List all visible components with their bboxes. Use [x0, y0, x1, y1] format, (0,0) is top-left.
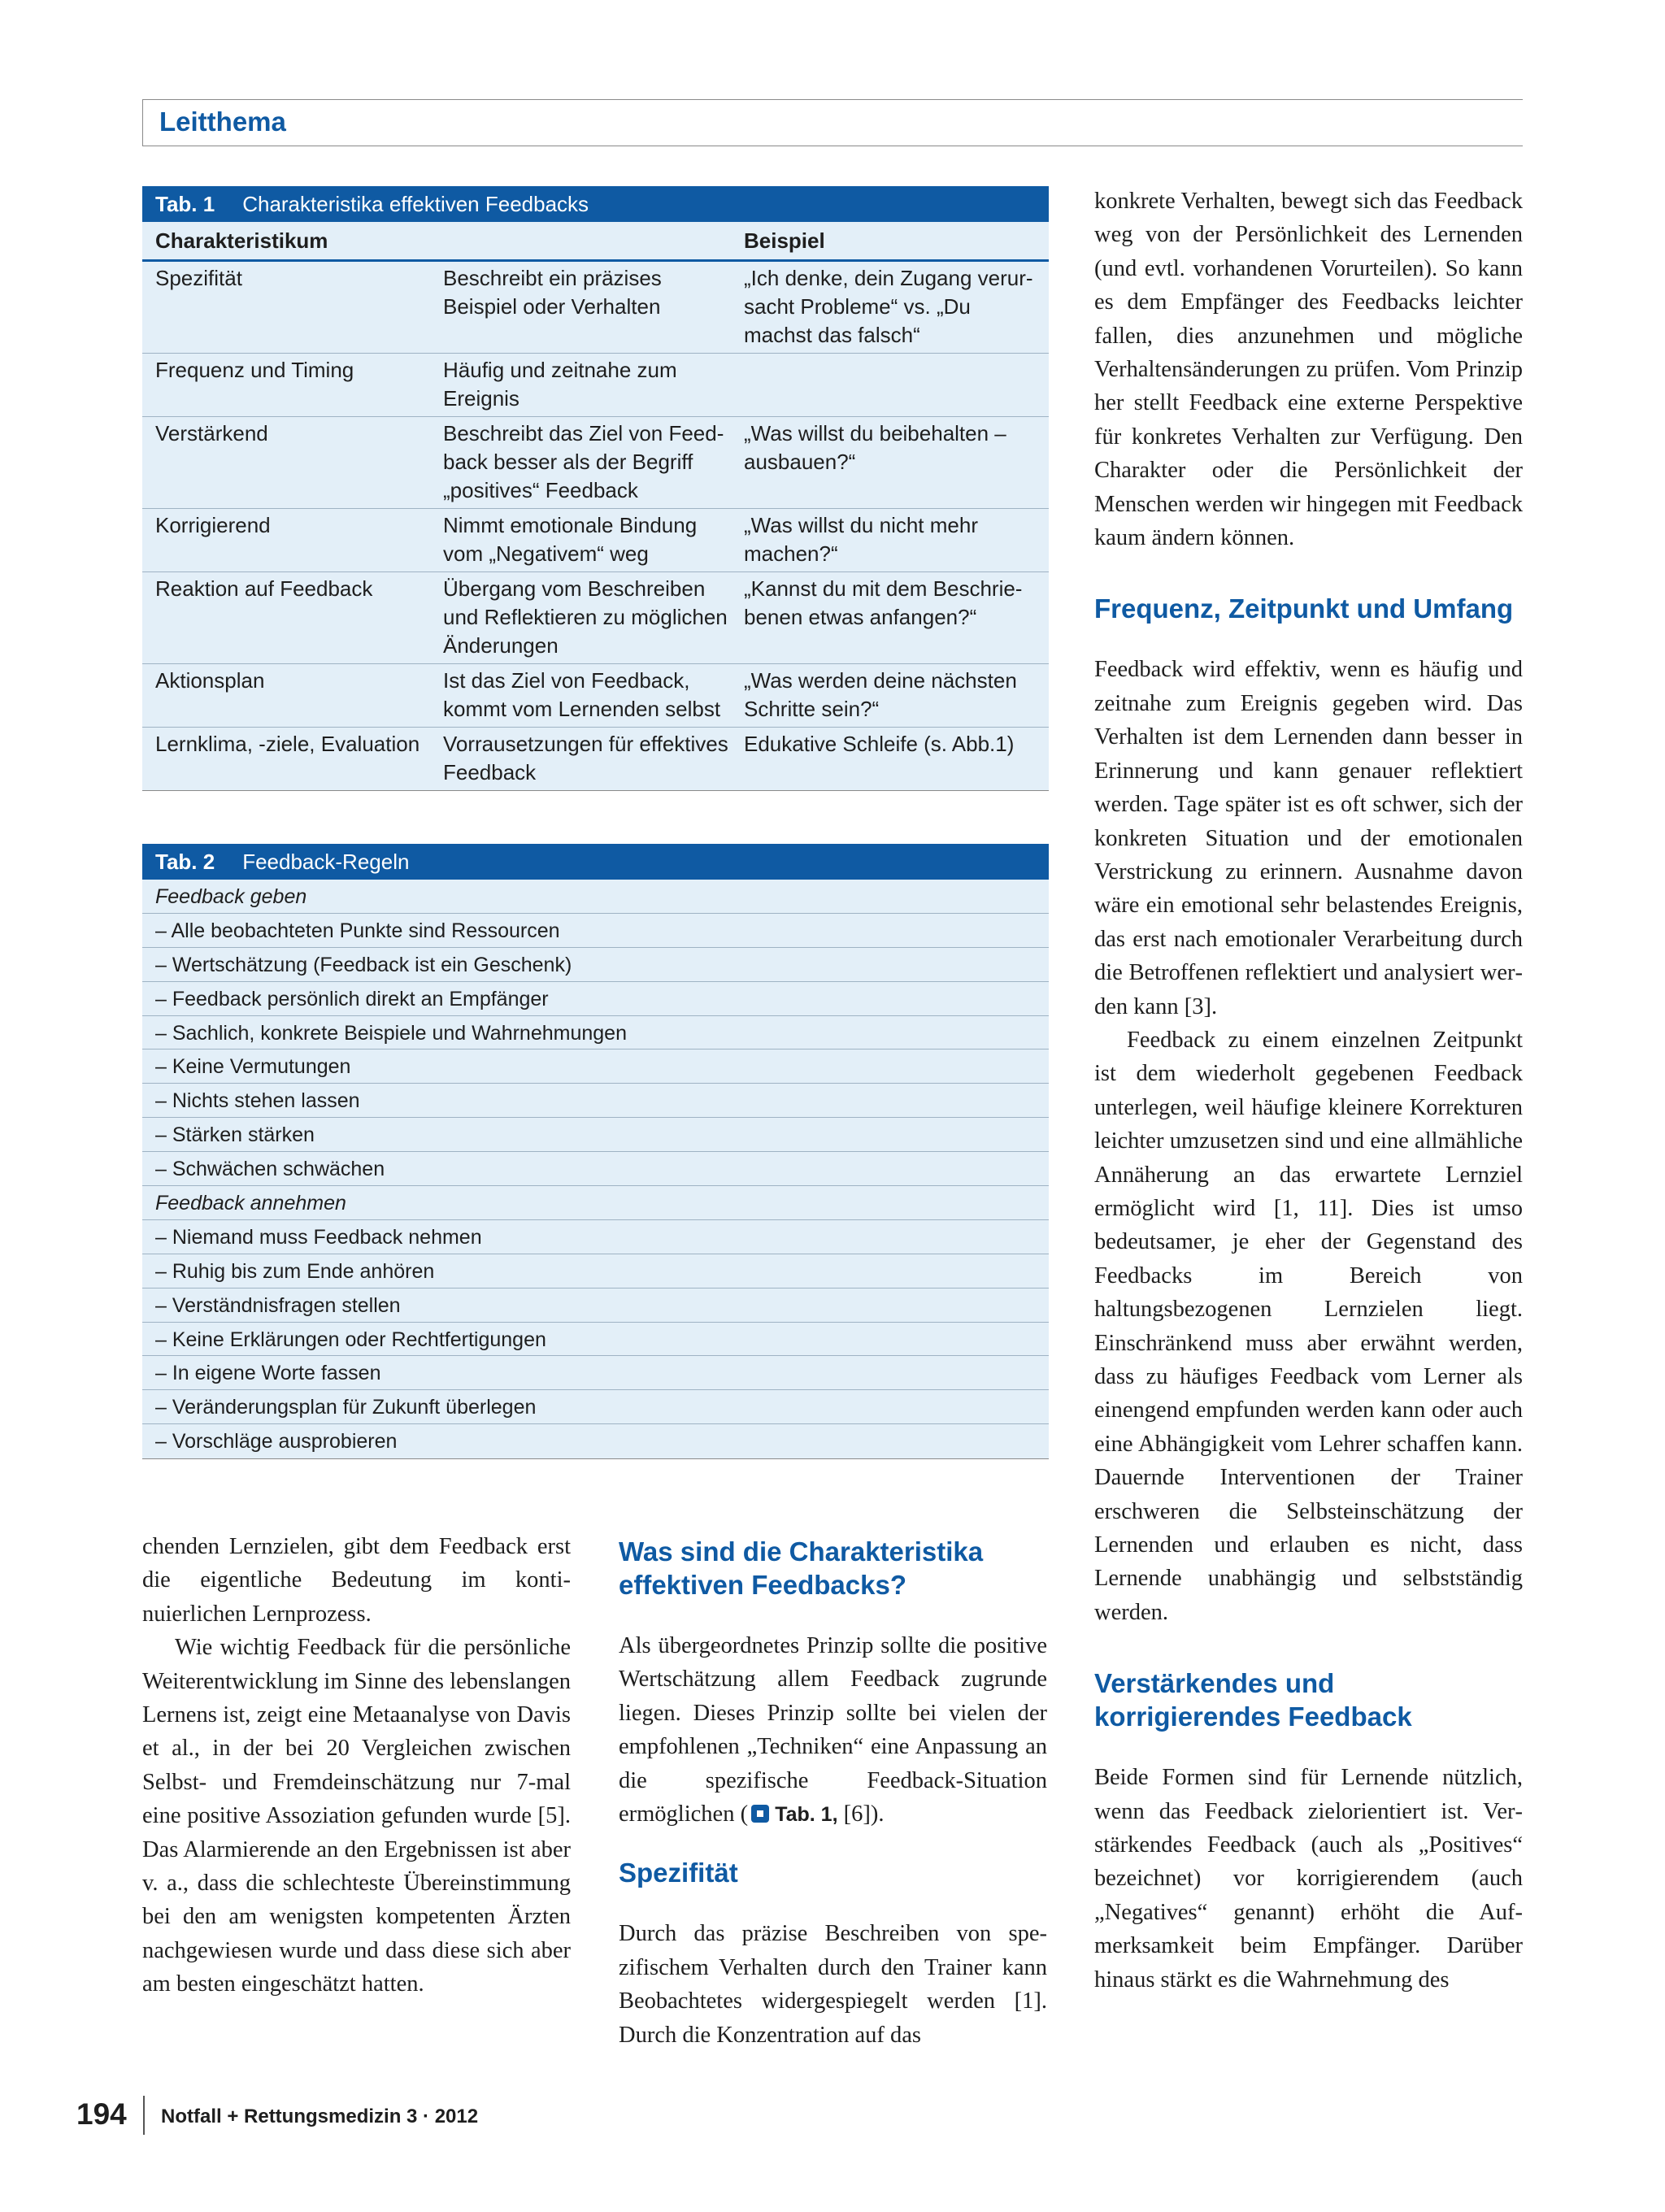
table-row: [142, 354, 1049, 417]
table-row: [142, 664, 1049, 728]
paragraph: chenden Lernzielen, gibt dem Feedback erst die eigentliche Bedeutung im kontinuierlichen Lernprozess.: [142, 1534, 571, 1627]
table-row: – Vorschläge ausprobieren: [155, 1430, 398, 1454]
cell-characteristic: Aktionsplan: [155, 668, 265, 693]
paragraph: Wie wichtig Feedback für die persönliche Weiterentwicklung im Sinne des lebenslangen Lernens ist, zeigt eine Metaanalyse von Davis et al., in der bei 20 Vergleichen zwischen Selbst- und Fremdeinschätzung nur 7-mal eine positive Assoziation gefunden wurde [5]. Das Alarmierende an den Ergebnissen ist aber v. a., dass die schlechteste Übereinstimmung bei den am wenigsten kompetenten Ärzten nachgewiesen wurde und dass diese sich aber am besten eingeschätzt hatten.: [142, 1635, 571, 1997]
table-row: – Nichts stehen lassen: [142, 1084, 1049, 1118]
text-column-2: [619, 1535, 1047, 2052]
table-1: [142, 186, 1049, 791]
section-heading: Verstärkendes und korrigierendes Feedback: [1094, 1668, 1412, 1732]
table-2-title: Feedback-Regeln: [242, 849, 410, 874]
paragraph: Feedback zu einem einzelnen Zeitpunkt ist dem wiederholt gegebenen Feedback unterlegen, weil häufige kleinere Korrekturen leichter umzusetzen sind und eine allmähliche Annäherung an das erwartete Lernziel ermöglicht wird [1, 11]. Dies ist umso bedeutsamer, je eher der Gegenstand des Feedbacks im Bereich von haltungsbezogenen Lernzielen liegt. Einschränkend muss aber erwähnt werden, dass zu häufiges Feedback vom Lerner als einengend empfunden werden kann oder auch eine Abhängigkeit vom Lehrer schaffen kann. Dauernde Interventionen der Trainer erschweren die Selbsteinschätzung der Lernenden und erlauben es nicht, dass Lernende unabhängig und selbstständig werden.: [1094, 1027, 1523, 1625]
table-row: – Veränderungsplan für Zukunft überlegen: [142, 1390, 1049, 1424]
table-row: [142, 262, 1049, 354]
cell-example: „Ich denke, dein Zugang verur-sacht Probleme“ vs. „Du machst das falsch“: [744, 266, 1033, 347]
table-row: – Keine Vermutungen: [142, 1050, 1049, 1084]
table-subheading: Feedback geben: [142, 880, 1049, 914]
cell-example: [744, 356, 1049, 413]
column-header: Charakteristikum: [155, 228, 328, 253]
cell-description: Nimmt emotionale Bindung vom „Negativem“ weg: [443, 513, 698, 566]
table-reference-icon: [751, 1805, 769, 1823]
cell-description: Ist das Ziel von Feedback, kommt vom Lernenden selbst: [443, 668, 721, 721]
table-row: [142, 417, 1049, 509]
table-1-caption: [142, 186, 1049, 222]
table-2: [142, 844, 1049, 1459]
text-column-1: [142, 1530, 571, 2001]
cell-description: Übergang vom Beschreiben und Reflektieren zu möglichen Änderungen: [443, 576, 728, 658]
running-header: [142, 99, 1523, 146]
footer-divider: [143, 2096, 145, 2135]
column-header: Beispiel: [744, 228, 825, 253]
section-heading: Frequenz, Zeitpunkt und Umfang: [1094, 593, 1514, 624]
table-2-number: Tab. 2: [155, 849, 215, 874]
table-subheading: Feedback annehmen: [142, 1186, 1049, 1220]
cell-characteristic: Frequenz und Timing: [155, 358, 354, 382]
journal-citation: Notfall + Rettungsmedizin 3 · 2012: [161, 2106, 479, 2127]
cell-example: „Was willst du beibehalten – ausbauen?“: [744, 421, 1006, 474]
table-2-body: [142, 880, 1049, 1459]
table-row: – Schwächen schwächen: [142, 1152, 1049, 1186]
table-row: – Alle beobachteten Punkte sind Ressourcen: [142, 914, 1049, 948]
paragraph: Beide Formen sind für Lernende nützlich, wenn das Feedback zielorientiert ist. Verstärkendes Feedback (auch als „Positives“ bezeichnet) vor korrigierendem (auch „Negatives“ genannt) erhöht die Aufmerksamkeit beim Empfänger. Darüber hinaus stärkt es die Wahrnehmung des: [1094, 1765, 1523, 1993]
table-1-number: Tab. 1: [155, 191, 215, 216]
paragraph: [619, 1629, 1047, 1832]
table-1-header-row: [142, 222, 1049, 262]
paragraph-text: Als übergeordnetes Prinzip sollte die positive Wertschätzung allem Feedback zugrunde liegen. Dieses Prinzip sollte bei vielen der empfohlenen „Techniken“ eine Anpassung an die spezifische Feedback-Situation ermöglichen (: [619, 1633, 1047, 1827]
cell-description: Vorrausetzungen für effektives Feedback: [443, 732, 728, 784]
cell-example: „Kannst du mit dem Beschrie-benen etwas anfangen?“: [744, 576, 1023, 629]
cell-example: „Was willst du nicht mehr machen?“: [744, 513, 978, 566]
paragraph: Feedback wird effektiv, wenn es häufig und zeitnahe zum Ereignis gegeben wird. Das Verhalten ist dem Lernenden dann besser in Erinnerung und kann genauer reflektiert werden. Tage später ist es oft schwer, sich der konkreten Situation und der emotionalen Verstrickung zu erinnern. Ausnahme davon wäre ein emotional sehr belastendes Ereignis, das erst nach emotionaler Verarbeitung durch die Betroffenen reflektiert und analysiert werden kann [3].: [1094, 657, 1523, 1019]
paragraph: Durch das präzise Beschreiben von spezifischem Verhalten durch den Trainer kann Beobachtetes widergespiegelt werden [1]. Durch die Konzentration auf das: [619, 1921, 1047, 2048]
table-row: – Verständnisfragen stellen: [142, 1289, 1049, 1323]
table-row: [142, 572, 1049, 664]
section-heading: Was sind die Charakteristika effektiven Feedbacks?: [619, 1536, 984, 1600]
section-heading: Spezifität: [619, 1858, 738, 1888]
cell-example: Edukative Schleife (s. Abb.1): [744, 732, 1015, 756]
cell-description: Beschreibt das Ziel von Feed-back besser als der Begriff „positives“ Feedback: [443, 421, 724, 502]
table-row: – Feedback persönlich direkt an Empfänger: [142, 982, 1049, 1016]
cell-description: Beschreibt ein präzises Beispiel oder Verhalten: [443, 266, 662, 319]
table-row: – Stärken stärken: [142, 1118, 1049, 1152]
cell-characteristic: Reaktion auf Feedback: [155, 576, 373, 601]
table-row: – Keine Erklärungen oder Rechtfertigungen: [142, 1323, 1049, 1357]
table-row: – In eigene Worte fassen: [142, 1356, 1049, 1390]
table-1-title: Charakteristika effektiven Feedbacks: [242, 191, 589, 216]
cell-characteristic: Spezifität: [155, 266, 242, 290]
cell-characteristic: Korrigierend: [155, 513, 271, 537]
table-row: – Sachlich, konkrete Beispiele und Wahrnehmungen: [142, 1016, 1049, 1050]
cell-example: „Was werden deine nächsten Schritte sein?“: [744, 668, 1017, 721]
page-number: 194: [76, 2097, 127, 2131]
table-1-body: [142, 222, 1049, 791]
cell-description: Häufig und zeitnahe zum Ereignis: [443, 358, 677, 411]
cell-characteristic: Verstärkend: [155, 421, 268, 445]
table-row: [142, 728, 1049, 790]
table-row: – Ruhig bis zum Ende anhören: [142, 1254, 1049, 1289]
paragraph: konkrete Verhalten, bewegt sich das Feedback weg von der Persönlichkeit des Lernenden (und evtl. vorhandenen Vorurteilen). So kann es dem Empfänger des Feedbacks leichter fallen, dies anzunehmen und mögliche Verhaltensänderungen zu prüfen. Vom Prinzip her stellt Feedback eine externe Perspektive für konkretes Verhalten zur Verfügung. Den Charakter oder die Persönlichkeit der Menschen werden wir hingegen mit Feedback kaum ändern können.: [1094, 189, 1523, 551]
paragraph-text: [6]).: [837, 1801, 885, 1827]
cell-characteristic: Lernklima, -ziele, Evaluation: [155, 732, 420, 756]
table-row: [142, 509, 1049, 572]
text-column-3: [1094, 185, 1523, 1997]
table-2-caption: [142, 844, 1049, 880]
table-row: – Wertschätzung (Feedback ist ein Geschenk): [142, 948, 1049, 982]
table-reference-link[interactable]: Tab. 1,: [775, 1803, 838, 1827]
table-row: – Niemand muss Feedback nehmen: [142, 1220, 1049, 1254]
section-label: Leitthema: [159, 106, 286, 137]
